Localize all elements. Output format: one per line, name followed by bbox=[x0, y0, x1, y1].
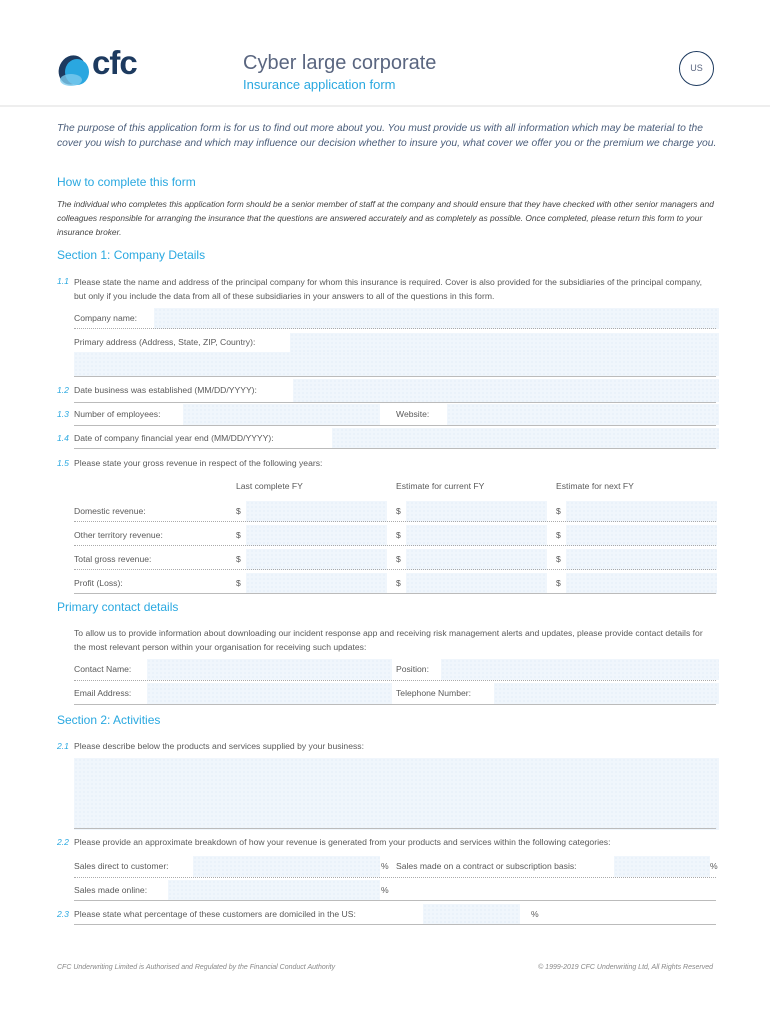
phone-label: Telephone Number: bbox=[396, 688, 472, 698]
currency-symbol: $ bbox=[236, 506, 241, 516]
email-label: Email Address: bbox=[74, 688, 132, 698]
products-question: Please describe below the products and services supplied by your business: bbox=[74, 741, 364, 751]
percent-sign: % bbox=[381, 885, 389, 895]
page-subtitle: Insurance application form bbox=[243, 77, 396, 92]
divider bbox=[74, 680, 716, 681]
revenue-input[interactable] bbox=[566, 573, 717, 594]
products-textarea[interactable] bbox=[74, 758, 719, 830]
sales-contract-input[interactable] bbox=[614, 856, 710, 877]
revenue-row-label: Other territory revenue: bbox=[74, 530, 163, 540]
revenue-input[interactable] bbox=[566, 549, 717, 570]
q1-2-number: 1.2 bbox=[57, 385, 69, 395]
employees-input[interactable] bbox=[183, 404, 380, 425]
divider bbox=[74, 328, 716, 329]
footer-regulation: CFC Underwriting Limited is Authorised and Regulated by the Financial Conduct Authority bbox=[57, 964, 336, 971]
col-last-fy: Last complete FY bbox=[236, 481, 303, 491]
region-badge bbox=[679, 51, 714, 86]
fy-end-label: Date of company financial year end (MM/DD/YYYY): bbox=[74, 433, 274, 443]
divider bbox=[74, 704, 716, 705]
revenue-input[interactable] bbox=[246, 549, 387, 570]
sales-online-input[interactable] bbox=[168, 880, 380, 901]
currency-symbol: $ bbox=[396, 578, 401, 588]
divider bbox=[74, 545, 716, 546]
website-input[interactable] bbox=[447, 404, 719, 425]
sales-online-label: Sales made online: bbox=[74, 885, 148, 895]
currency-symbol: $ bbox=[556, 530, 561, 540]
revenue-row-label: Domestic revenue: bbox=[74, 506, 146, 516]
currency-symbol: $ bbox=[396, 530, 401, 540]
col-current-fy: Estimate for current FY bbox=[396, 481, 485, 491]
divider bbox=[74, 569, 716, 570]
currency-symbol: $ bbox=[396, 506, 401, 516]
revenue-input[interactable] bbox=[246, 501, 387, 522]
currency-symbol: $ bbox=[556, 578, 561, 588]
company-name-label: Company name: bbox=[74, 313, 138, 323]
position-label: Position: bbox=[396, 664, 429, 674]
company-name-input[interactable] bbox=[154, 308, 719, 329]
revenue-input[interactable] bbox=[406, 549, 547, 570]
currency-symbol: $ bbox=[556, 506, 561, 516]
revenue-input[interactable] bbox=[246, 525, 387, 546]
q2-3-number: 2.3 bbox=[57, 909, 69, 919]
revenue-input[interactable] bbox=[406, 525, 547, 546]
revenue-input[interactable] bbox=[566, 501, 717, 522]
revenue-row-label: Total gross revenue: bbox=[74, 554, 152, 564]
fy-end-input[interactable] bbox=[332, 428, 719, 449]
q1-1-number: 1.1 bbox=[57, 276, 69, 286]
currency-symbol: $ bbox=[236, 578, 241, 588]
date-established-label: Date business was established (MM/DD/YYYY): bbox=[74, 385, 257, 395]
currency-symbol: $ bbox=[556, 554, 561, 564]
email-input[interactable] bbox=[147, 683, 392, 704]
percent-sign: % bbox=[381, 861, 389, 871]
employees-label: Number of employees: bbox=[74, 409, 161, 419]
divider bbox=[74, 402, 716, 403]
q1-1-text: Please state the name and address of the principal company for whom this insurance is required. Cover is also provided for the subsidiaries of the principal company, but only if you include the data from all of these subsidiaries in your answers to all of the questions in this form. bbox=[74, 277, 702, 301]
contact-heading: Primary contact details bbox=[57, 600, 179, 614]
website-label: Website: bbox=[396, 409, 430, 419]
currency-symbol: $ bbox=[396, 554, 401, 564]
divider bbox=[74, 425, 716, 426]
revenue-input[interactable] bbox=[246, 573, 387, 594]
q2-2-number: 2.2 bbox=[57, 837, 69, 847]
q1-5-number: 1.5 bbox=[57, 458, 69, 468]
currency-symbol: $ bbox=[236, 554, 241, 564]
divider bbox=[74, 376, 716, 377]
contact-name-input[interactable] bbox=[147, 659, 392, 680]
contact-text: To allow us to provide information about downloading our incident response app and receiving risk management alerts and updates, please provide contact details for the most relevant person within your organisation for receiving such updates: bbox=[74, 628, 703, 652]
section1-heading: Section 1: Company Details bbox=[57, 248, 206, 262]
header-divider bbox=[0, 105, 770, 107]
divider bbox=[74, 900, 716, 901]
divider bbox=[74, 828, 716, 829]
revenue-input[interactable] bbox=[406, 501, 547, 522]
currency-symbol: $ bbox=[236, 530, 241, 540]
q2-1-number: 2.1 bbox=[57, 741, 69, 751]
revenue-row-label: Profit (Loss): bbox=[74, 578, 123, 588]
section2-heading: Section 2: Activities bbox=[57, 713, 161, 727]
divider bbox=[74, 924, 716, 925]
address-input-line2[interactable] bbox=[74, 352, 719, 376]
date-established-input[interactable] bbox=[293, 379, 719, 402]
position-input[interactable] bbox=[441, 659, 719, 680]
q1-3-number: 1.3 bbox=[57, 409, 69, 419]
us-customers-question: Please state what percentage of these customers are domiciled in the US: bbox=[74, 909, 356, 919]
sales-direct-input[interactable] bbox=[193, 856, 380, 877]
breakdown-question: Please provide an approximate breakdown of how your revenue is generated from your products and services within the following categories: bbox=[74, 837, 611, 847]
footer-copyright: © 1999-2019 CFC Underwriting Ltd, All Rights Reserved bbox=[538, 964, 713, 971]
how-to-text: The individual who completes this application form should be a senior member of staff at the company and should ensure that they have checked with other senior managers and colleagues responsible for arranging the insurance that the questions are answered accurately and as completely as possible. Once completed, please return this form to your insurance broker. bbox=[57, 199, 714, 237]
sales-direct-label: Sales direct to customer: bbox=[74, 861, 169, 871]
page-title: Cyber large corporate bbox=[243, 52, 437, 74]
cfc-logo bbox=[54, 44, 149, 88]
divider bbox=[74, 448, 716, 449]
percent-sign: % bbox=[710, 861, 718, 871]
us-customers-input[interactable] bbox=[423, 904, 520, 925]
revenue-input[interactable] bbox=[566, 525, 717, 546]
divider bbox=[74, 521, 716, 522]
sales-contract-label: Sales made on a contract or subscription basis: bbox=[396, 861, 577, 871]
percent-sign: % bbox=[531, 909, 539, 919]
q1-4-number: 1.4 bbox=[57, 433, 69, 443]
address-label: Primary address (Address, State, ZIP, Country): bbox=[74, 337, 256, 347]
address-input-line1[interactable] bbox=[290, 333, 719, 353]
divider bbox=[74, 593, 716, 594]
revenue-question: Please state your gross revenue in respect of the following years: bbox=[74, 458, 323, 468]
col-next-fy: Estimate for next FY bbox=[556, 481, 634, 491]
intro-text: The purpose of this application form is for us to find out more about you. You must provide us with all information which may be material to the cover you wish to purchase and which may influence our decision whether to insure you, what cover we offer you or the premium we charge you. bbox=[57, 123, 717, 149]
region-badge-label: US bbox=[690, 63, 703, 73]
contact-name-label: Contact Name: bbox=[74, 664, 132, 674]
revenue-input[interactable] bbox=[406, 573, 547, 594]
divider bbox=[74, 877, 716, 878]
logo-mark-icon bbox=[54, 48, 94, 88]
phone-input[interactable] bbox=[494, 683, 719, 704]
logo-text: cfc bbox=[92, 44, 137, 81]
how-to-heading: How to complete this form bbox=[57, 175, 196, 189]
